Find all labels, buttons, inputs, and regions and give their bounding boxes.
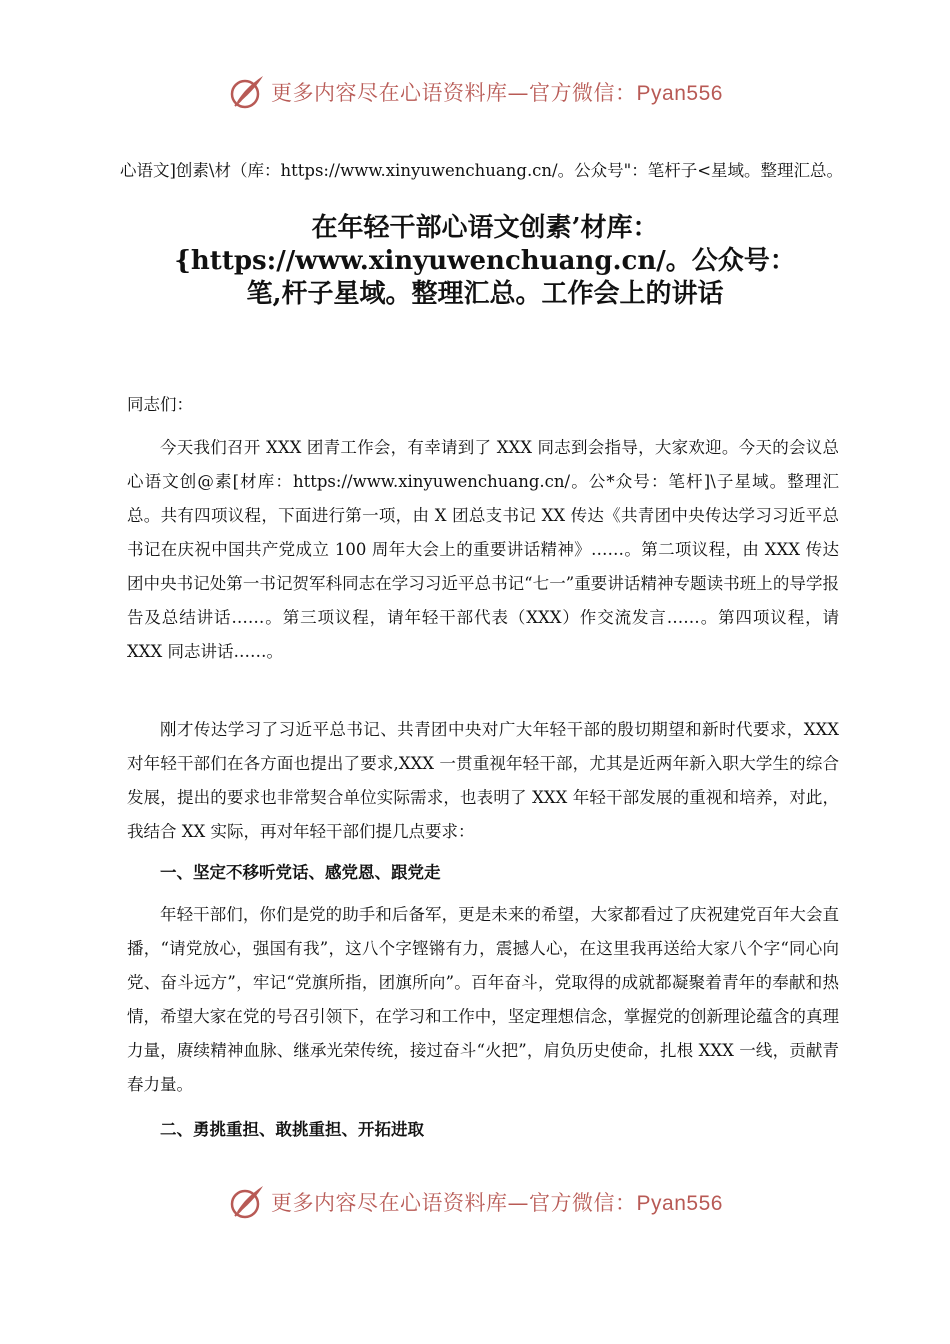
salutation: 同志们： — [127, 395, 193, 414]
document-title: 在年轻干部心语文创素’材库：{https://www.xinyuwenchuang.cn/。公众号：笔,杆子星域。整理汇总。工作会上的讲话 — [174, 213, 796, 309]
paragraph: 年轻干部们，你们是党的助手和后备军，更是未来的希望，大家都看过了庆祝建党百年大会直播，“请党放心，强国有我”，这八个字铿锵有力，震撼人心，在这里我再送给大家八个字“同心向党、奋斗远方”，牢记“党旗所指，团旗所向”。百年奋斗，党取得的成就都凝聚着青年的奉献和热情，希望大家在党的号召引领下，在学习和工作中，坚定理想信念，掌握党的创新理论蕴含的真理力量，赓续精神血脉、继承光荣传统，接过奋斗“火把”，肩负历史使命，扎根 XXX 一线，贡献青春力量。 — [127, 905, 839, 1094]
footer-banner — [0, 1182, 950, 1222]
brush-logo-icon — [227, 72, 267, 112]
wechat-id: Pyan556 — [636, 82, 723, 105]
paragraph: 今天我们召开 XXX 团青工作会，有幸请到了 XXX 同志到会指导，大家欢迎。今天的会议总心语文创@素[材库：https://www.xinyuwenchuang.cn/。公*众号：笔杆]\子星域。整理汇总。共有四项议程，下面进行第一项，由 X 团总支书记 XX 传达《共青团中央传达学习习近平总书记在庆祝中国共产党成立 100 周年大会上的重要讲话精神》……。第二项议程，由 XXX 传达团中央书记处第一书记贺军科同志在学习习近平总书记“七一”重要讲话精神专题读书班上的导学报告及总结讲话……。第三项议程，请年轻干部代表（XXX）作交流发言……。第四项议程，请 XXX 同志讲话……。 — [127, 438, 839, 661]
banner-text: 更多内容尽在心语资料库—官方微信：Pyan556 — [271, 1191, 723, 1215]
header-note: 心语文]创素\材（库：https://www.xinyuwenchuang.cn/。公众号"：笔杆子<星域。整理汇总。 — [120, 161, 844, 180]
header-banner — [0, 72, 950, 112]
wechat-id: Pyan556 — [636, 1192, 723, 1215]
section-heading: 一、坚定不移听党话、感党恩、跟党走 — [160, 863, 441, 882]
brush-logo-icon — [227, 1182, 267, 1222]
section-heading: 二、勇挑重担、敢挑重担、开拓进取 — [160, 1120, 424, 1139]
paragraph: 刚才传达学习了习近平总书记、共青团中央对广大年轻干部的殷切期望和新时代要求，XXX 对年轻干部们在各方面也提出了要求,XXX 一贯重视年轻干部，尤其是近两年新入职大学生的综合发展，提出的要求也非常契合单位实际需求，也表明了 XXX 年轻干部发展的重视和培养，对此，我结合 XX 实际，再对年轻干部们提几点要求： — [127, 720, 839, 841]
banner-text: 更多内容尽在心语资料库—官方微信：Pyan556 — [271, 81, 723, 105]
